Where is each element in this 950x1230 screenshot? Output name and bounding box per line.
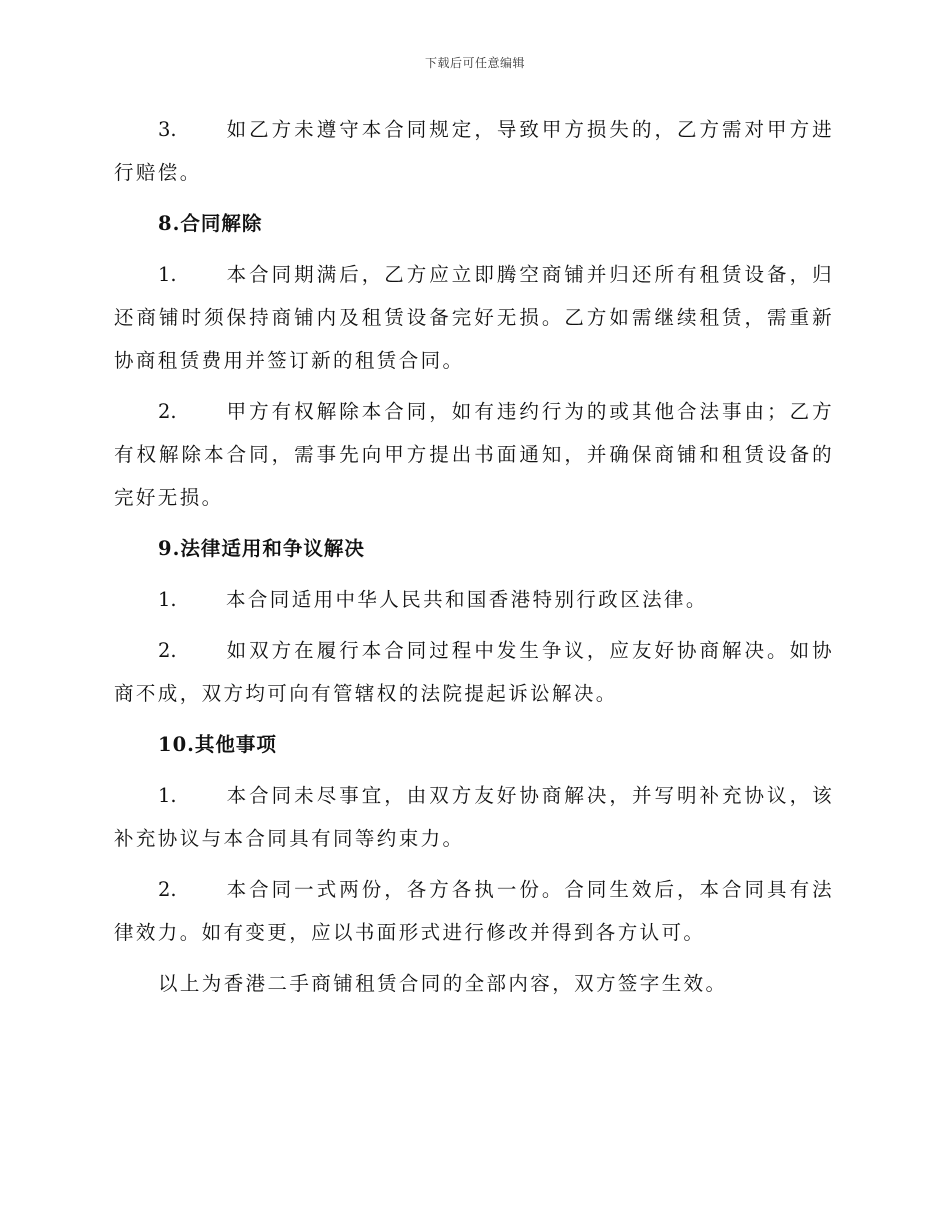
clause-text: 如乙方未遵守本合同规定，导致甲方损失的，乙方需对甲方进行赔偿。	[114, 118, 834, 184]
clause-item	[114, 868, 834, 954]
clause-number: 2.	[158, 878, 177, 901]
section-heading: 9.法律适用和争议解决	[158, 537, 365, 560]
page-header: 下载后可任意编辑	[424, 56, 525, 70]
clause-item	[114, 578, 834, 621]
clause-number: 1.	[158, 588, 177, 611]
clause-text: 如双方在履行本合同过程中发生争议，应友好协商解决。如协商不成，双方均可向有管辖权的法院提起诉讼解决。	[114, 639, 834, 705]
section-heading: 8.合同解除	[158, 212, 263, 235]
clause-text: 本合同期满后，乙方应立即腾空商铺并归还所有租赁设备，归还商铺时须保持商铺内及租赁设备完好无损。乙方如需继续租赁，需重新协商租赁费用并签订新的租赁合同。	[114, 263, 834, 372]
clause-number: 2.	[158, 400, 177, 423]
clause-text: 本合同一式两份，各方各执一份。合同生效后，本合同具有法律效力。如有变更，应以书面形式进行修改并得到各方认可。	[114, 878, 834, 944]
document-body	[114, 108, 834, 1005]
clause-item	[114, 629, 834, 715]
clause-item	[114, 774, 834, 860]
clause-number: 3.	[158, 118, 177, 141]
clause-item	[114, 390, 834, 519]
clause-number: 1.	[158, 263, 177, 286]
clause-item	[114, 253, 834, 382]
clause-number: 2.	[158, 639, 177, 662]
section-heading: 10.其他事项	[158, 733, 277, 756]
clause-item	[114, 108, 834, 194]
clause-number: 1.	[158, 784, 177, 807]
clause-text: 本合同未尽事宜，由双方友好协商解决，并写明补充协议，该补充协议与本合同具有同等约束力。	[114, 784, 834, 850]
closing-statement: 以上为香港二手商铺租赁合同的全部内容，双方签字生效。	[158, 972, 728, 995]
clause-text: 甲方有权解除本合同，如有违约行为的或其他合法事由；乙方有权解除本合同，需事先向甲方提出书面通知，并确保商铺和租赁设备的完好无损。	[114, 400, 834, 509]
clause-text: 本合同适用中华人民共和国香港特别行政区法律。	[226, 588, 708, 611]
